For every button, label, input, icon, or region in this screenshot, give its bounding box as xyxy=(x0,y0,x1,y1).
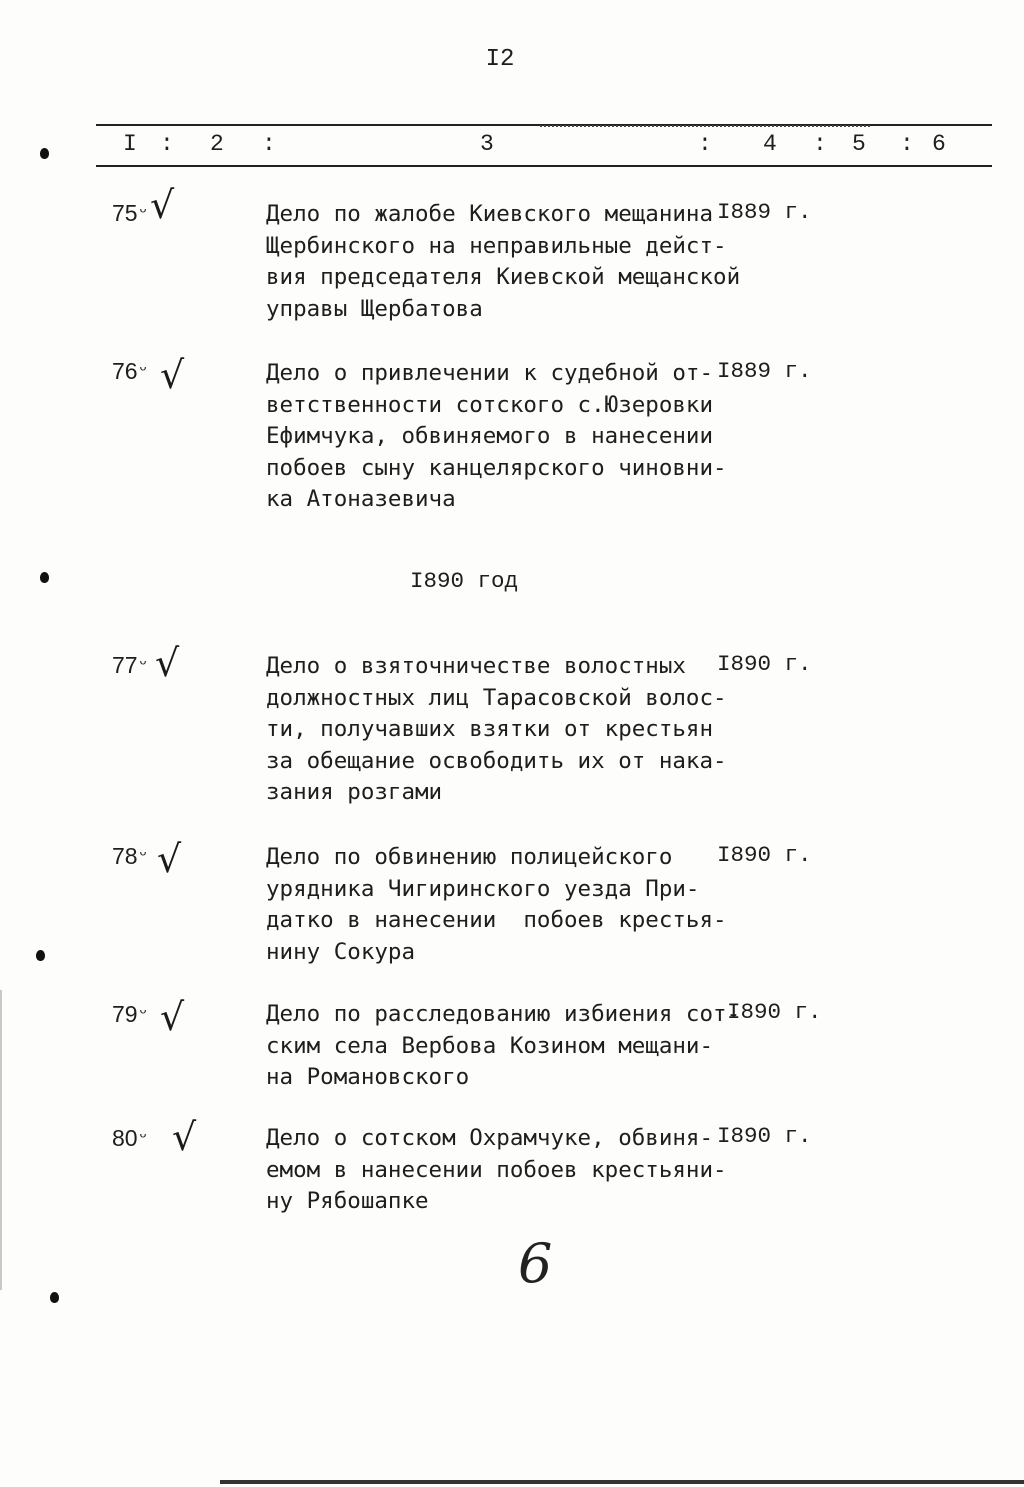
column-header-6: 6 xyxy=(932,131,946,157)
check-mark-icon: √ xyxy=(157,837,182,881)
year-heading: I890 год xyxy=(410,568,519,594)
handwritten-tick-mark: ᵕ xyxy=(139,653,147,673)
check-mark-icon: √ xyxy=(150,183,175,227)
entry-description: Дело по жалобе Киевского мещанина Щербинского на неправильные дейст- вия председателя Киевской мещанской управы Щербатова xyxy=(266,201,741,322)
entry-description: Дело о сотском Охрамчуке, обвиня- емом в нанесении побоев крестьяни- ну Рябошапке xyxy=(266,1125,727,1214)
entry-description: Дело по расследованию избиения сот- ским села Вербова Козином мещани- на Романовского xyxy=(266,1001,741,1090)
column-header-1: I xyxy=(123,131,137,157)
page-number: I2 xyxy=(485,46,515,73)
column-separator: : xyxy=(698,131,712,157)
binder-hole-mark xyxy=(40,148,49,159)
entry-number: 77 ᵕ xyxy=(112,652,147,678)
scan-edge-shadow xyxy=(0,990,2,1290)
entry-number: 79 ᵕ xyxy=(112,1001,147,1027)
column-header-2: 2 xyxy=(210,131,224,157)
binder-hole-mark xyxy=(40,572,49,583)
column-header-5: 5 xyxy=(852,131,866,157)
column-header-4: 4 xyxy=(763,131,777,157)
binder-hole-mark xyxy=(50,1292,59,1303)
check-mark-icon: √ xyxy=(160,995,185,1039)
entry-year: I889 г. xyxy=(717,358,812,384)
binder-hole-mark xyxy=(36,950,45,961)
entry-year: I890 г. xyxy=(727,999,822,1025)
column-separator: : xyxy=(160,131,174,157)
column-separator: : xyxy=(262,131,276,157)
check-mark-icon: √ xyxy=(172,1115,197,1159)
handwritten-tick-mark: ᵕ xyxy=(139,844,147,864)
entry-description: Дело о взяточничестве волостных должностных лиц Тарасовской волос- ти, получавших взятки от крестьян за обещание освободить их от нака- зания розгами xyxy=(266,653,727,805)
check-mark-icon: √ xyxy=(160,353,185,397)
scan-bottom-edge xyxy=(220,1480,1024,1484)
entry-description: Дело о привлечении к судебной от- ветственности сотского с.Юзеровки Ефимчука, обвиняемого в нанесении побоев сыну канцелярского чиновни- ка Атоназевича xyxy=(266,360,727,512)
handwritten-sheet-number: 6 xyxy=(518,1232,553,1295)
entry-year: I889 г. xyxy=(717,199,812,225)
handwritten-tick-mark: ᵕ xyxy=(139,1126,147,1146)
handwritten-tick-mark: ᵕ xyxy=(139,359,147,379)
handwritten-tick-mark: ᵕ xyxy=(139,1002,147,1022)
entry-year: I890 г. xyxy=(717,842,812,868)
entry-description: Дело по обвинению полицейского урядника Чигиринского уезда При- датко в нанесении побоев крестья- нину Сокура xyxy=(266,844,727,965)
column-separator: : xyxy=(813,131,827,157)
entry-year: I890 г. xyxy=(717,651,812,677)
entry-year: I890 г. xyxy=(717,1123,812,1149)
entry-number: 75 ᵕ xyxy=(112,200,147,226)
table-header-bottom-rule xyxy=(96,165,992,167)
column-separator: : xyxy=(900,131,914,157)
handwritten-tick-mark: ᵕ xyxy=(139,201,147,221)
column-header-3: 3 xyxy=(480,131,494,157)
entry-number: 76 ᵕ xyxy=(112,358,147,384)
table-header-dotted-rule xyxy=(540,125,870,127)
entry-number: 78 ᵕ xyxy=(112,843,147,869)
entry-number: 80 ᵕ xyxy=(112,1125,147,1151)
check-mark-icon: √ xyxy=(155,641,180,685)
